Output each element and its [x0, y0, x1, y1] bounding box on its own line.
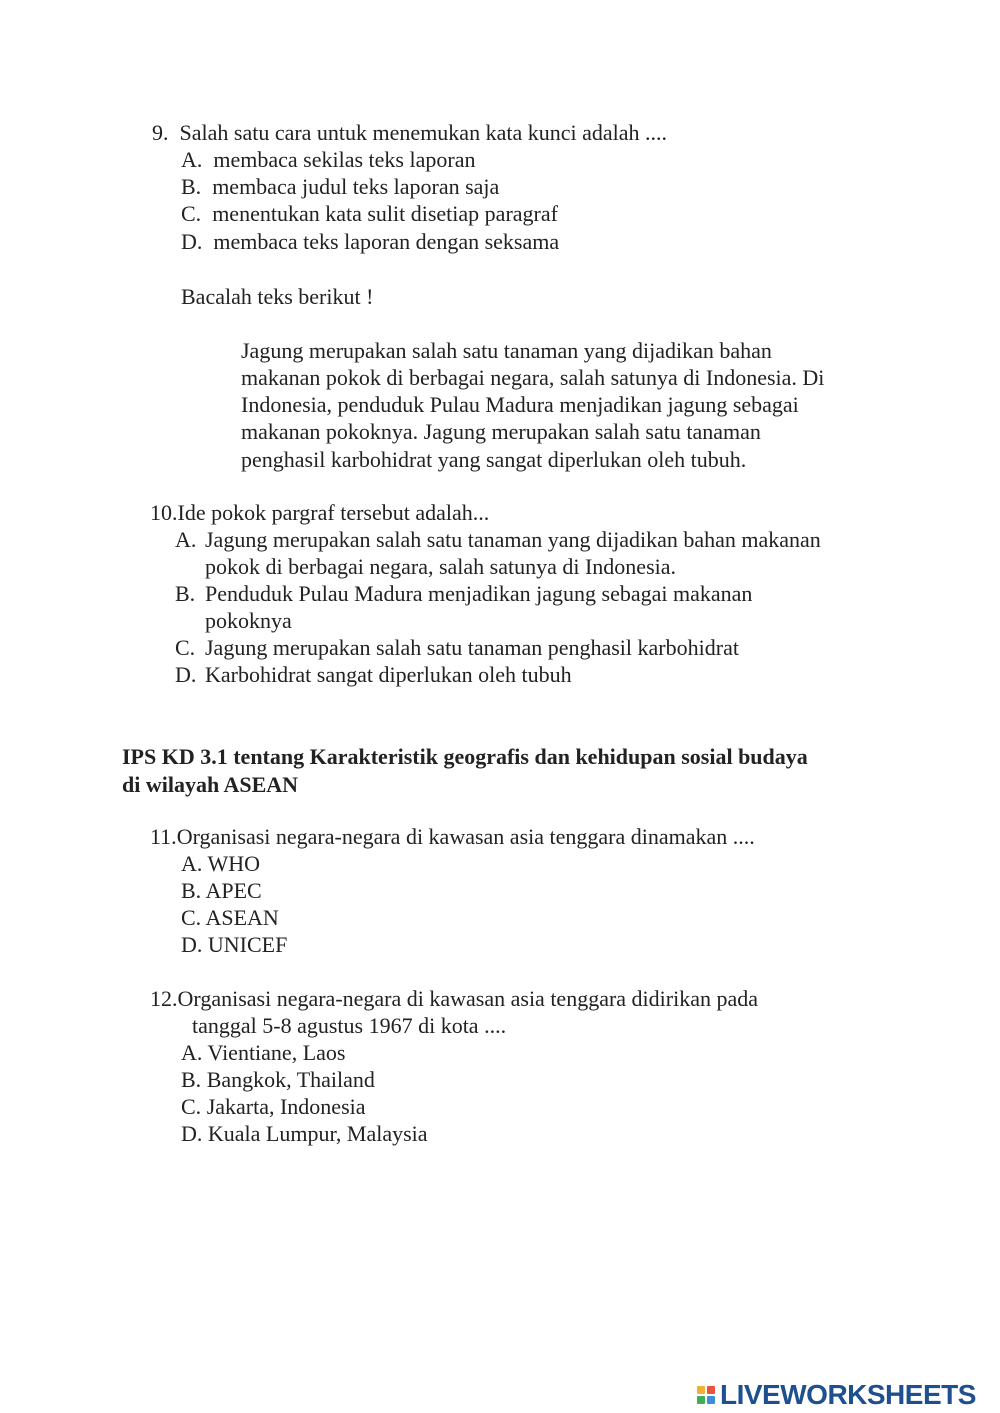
option-text: UNICEF: [207, 932, 288, 957]
q10-option-c-line1[interactable]: Jagung merupakan salah satu tanaman penghasil karbohidrat: [205, 635, 739, 660]
q10-option-b-letter[interactable]: B.: [175, 581, 196, 606]
q12-option-d[interactable]: [181, 1121, 428, 1147]
option-text: Jakarta, Indonesia: [206, 1094, 366, 1119]
logo-square-2: [707, 1386, 715, 1394]
q10-option-a-line1[interactable]: Jagung merupakan salah satu tanaman yang dijadikan bahan makanan: [205, 527, 821, 552]
option-letter: B.: [181, 174, 202, 199]
q11-option-b[interactable]: [181, 878, 262, 904]
liveworksheets-logo: [697, 1378, 976, 1412]
q10-option-d-letter[interactable]: D.: [175, 662, 197, 687]
passage-line-5: penghasil karbohidrat yang sangat diperlukan oleh tubuh.: [241, 447, 747, 472]
logo-square-3: [697, 1396, 705, 1404]
logo-grid-icon: [697, 1386, 715, 1404]
option-letter: B.: [181, 878, 202, 903]
option-letter: A.: [181, 1040, 203, 1065]
q11-question-text: Organisasi negara-negara di kawasan asia tenggara dinamakan ....: [176, 824, 755, 849]
option-letter: D.: [181, 932, 203, 957]
q11-number: 11.: [150, 824, 177, 849]
q12-number: 12.: [150, 986, 178, 1011]
logo-text: LIVEWORKSHEETS: [720, 1379, 976, 1410]
q9-number: 9.: [152, 120, 169, 145]
option-text: Bangkok, Thailand: [206, 1067, 375, 1092]
q12-question-text: Organisasi negara-negara di kawasan asia tenggara didirikan pada: [177, 986, 759, 1011]
option-text: APEC: [205, 878, 262, 903]
option-text: membaca sekilas teks laporan: [213, 147, 476, 172]
q10-option-a-line2: pokok di berbagai negara, salah satunya di Indonesia.: [205, 554, 677, 579]
q10-option-c-letter[interactable]: C.: [175, 635, 196, 660]
option-text: membaca judul teks laporan saja: [212, 174, 500, 199]
option-letter: C.: [181, 905, 202, 930]
option-text: WHO: [207, 851, 261, 876]
q9-option-b[interactable]: [181, 174, 499, 200]
q10-number: 10.: [150, 500, 178, 525]
option-text: membaca teks laporan dengan seksama: [213, 229, 560, 254]
option-letter: C.: [181, 201, 202, 226]
q11-option-a[interactable]: [181, 851, 260, 877]
option-text: Kuala Lumpur, Malaysia: [207, 1121, 428, 1146]
q12-option-c[interactable]: [181, 1094, 366, 1120]
section-heading-line2: di wilayah ASEAN: [122, 772, 299, 797]
q10-question-text: Ide pokok pargraf tersebut adalah...: [177, 500, 490, 525]
q9-question-text: Salah satu cara untuk menemukan kata kunci adalah ....: [179, 120, 667, 145]
option-letter: C.: [181, 1094, 202, 1119]
q12-option-b[interactable]: [181, 1067, 375, 1093]
q11-question: [150, 824, 755, 850]
q10-option-b-line1[interactable]: Penduduk Pulau Madura menjadikan jagung sebagai makanan: [205, 581, 753, 606]
q12-option-a[interactable]: [181, 1040, 345, 1066]
q11-option-c[interactable]: [181, 905, 279, 931]
reading-instruction: Bacalah teks berikut !: [181, 284, 374, 309]
passage-line-4: makanan pokoknya. Jagung merupakan salah satu tanaman: [241, 419, 761, 444]
option-letter: B.: [181, 1067, 202, 1092]
option-letter: D.: [181, 1121, 203, 1146]
option-text: ASEAN: [205, 905, 279, 930]
q9-option-a[interactable]: [181, 147, 475, 173]
q12-question-line2: tanggal 5-8 agustus 1967 di kota ....: [192, 1013, 507, 1038]
passage-line-2: makanan pokok di berbagai negara, salah satunya di Indonesia. Di: [241, 365, 825, 390]
q11-option-d[interactable]: [181, 932, 287, 958]
q10-option-d-line1[interactable]: Karbohidrat sangat diperlukan oleh tubuh: [205, 662, 572, 687]
logo-square-4: [707, 1396, 715, 1404]
option-text: Vientiane, Laos: [207, 1040, 346, 1065]
passage-line-1: Jagung merupakan salah satu tanaman yang dijadikan bahan: [241, 338, 772, 363]
q9-question: [152, 120, 667, 146]
passage-line-3: Indonesia, penduduk Pulau Madura menjadikan jagung sebagai: [241, 392, 799, 417]
section-heading-line1: IPS KD 3.1 tentang Karakteristik geografis dan kehidupan sosial budaya: [122, 744, 808, 769]
q9-option-c[interactable]: [181, 201, 558, 227]
option-letter: A.: [181, 147, 203, 172]
logo-square-1: [697, 1386, 705, 1394]
option-text: menentukan kata sulit disetiap paragraf: [212, 201, 558, 226]
option-letter: A.: [181, 851, 203, 876]
q12-question: [150, 986, 758, 1012]
q10-option-a-letter[interactable]: A.: [175, 527, 197, 552]
q9-option-d[interactable]: [181, 229, 559, 255]
option-letter: D.: [181, 229, 203, 254]
q10-option-b-line2: pokoknya: [205, 608, 292, 633]
q10-question: [150, 500, 489, 526]
